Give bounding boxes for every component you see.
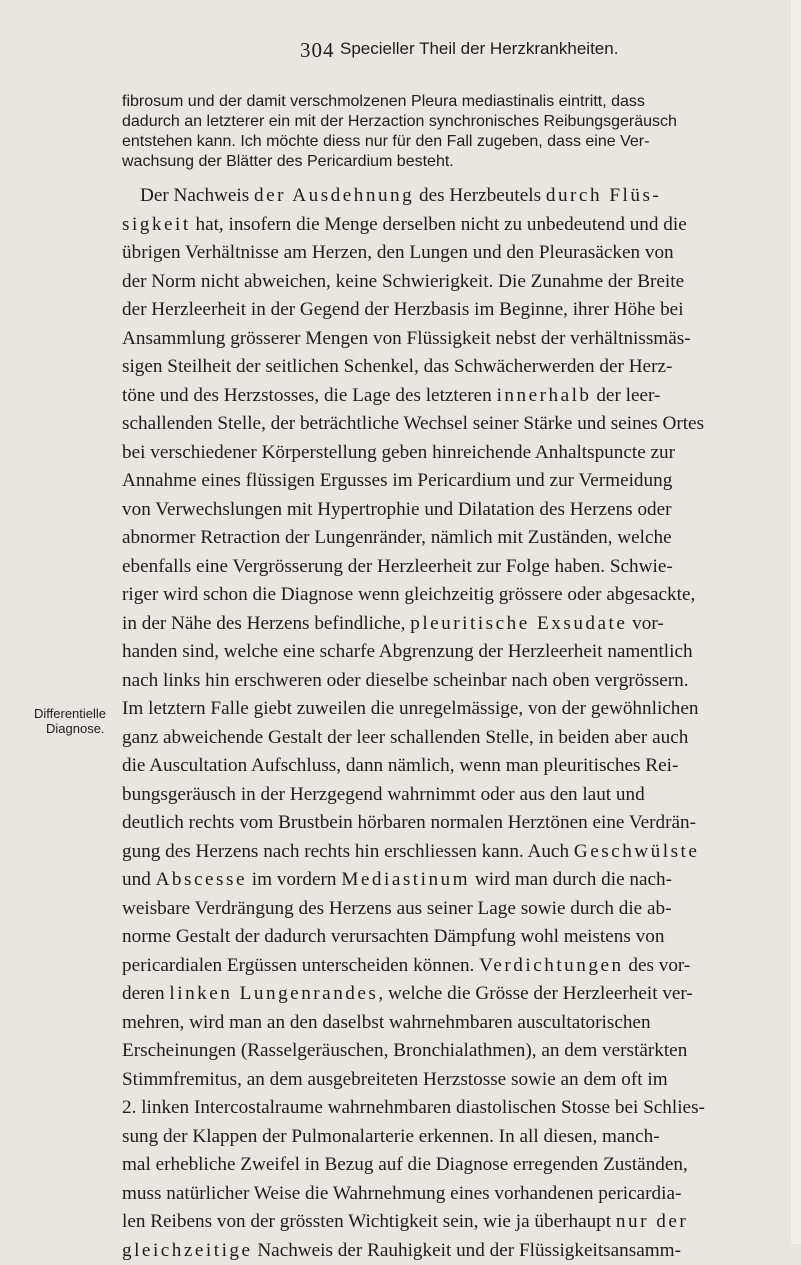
text-line: übrigen Verhältnisse am Herzen, den Lungen und den Pleurasäcken von: [122, 239, 772, 268]
text-line: bei verschiedener Körperstellung geben hinreichende Anhaltspuncte zur: [122, 439, 772, 468]
text-line: len Reibens von der grössten Wichtigkeit sein, wie ja überhaupt nur der: [122, 1208, 772, 1237]
running-title: Specieller Theil der Herzkrankheiten.: [340, 39, 618, 59]
emphasized-text: sigkeit: [122, 214, 191, 235]
text-line: deren linken Lungenrandes, welche die Grösse der Herzleerheit ver-: [122, 980, 772, 1009]
text-line: Im letztern Falle giebt zuweilen die unregelmässige, von der gewöhnlichen: [122, 695, 772, 724]
text-line: ebenfalls eine Vergrösserung der Herzleerheit zur Folge haben. Schwie-: [122, 553, 772, 582]
margin-note-line: Differentielle: [34, 706, 106, 721]
emphasized-text: durch Flüs-: [546, 185, 661, 206]
emphasized-text: Abscesse: [156, 869, 247, 890]
text-line: gleichzeitige Nachweis der Rauhigkeit und der Flüssigkeitsansamm-: [122, 1237, 772, 1265]
emphasized-text: linken Lungenrandes: [169, 983, 378, 1004]
emphasized-text: Geschwülste: [574, 841, 700, 862]
text-line: und Abscesse im vordern Mediastinum wird man durch die nach-: [122, 866, 772, 895]
text-line: 2. linken Intercostalraume wahrnehmbaren diastolischen Stosse bei Schlies-: [122, 1094, 772, 1123]
text-line: ganz abweichende Gestalt der leer schallenden Stelle, in beiden aber auch: [122, 724, 772, 753]
emphasized-text: nur der: [616, 1211, 688, 1232]
main-paragraph: [122, 182, 772, 1265]
emphasized-text: gleichzeitige: [122, 1240, 253, 1261]
text-line: fibrosum und der damit verschmolzenen Pleura mediastinalis eintritt, dass: [122, 92, 772, 112]
margin-note: [34, 706, 106, 736]
text-line: norme Gestalt der dadurch verursachten Dämpfung wohl meistens von: [122, 923, 772, 952]
text-line: Der Nachweis der Ausdehnung des Herzbeutels durch Flüs-: [122, 182, 772, 211]
emphasized-text: der Ausdehnung: [254, 185, 414, 206]
text-line: die Auscultation Aufschluss, dann nämlich, wenn man pleuritisches Rei-: [122, 752, 772, 781]
emphasized-text: Mediastinum: [341, 869, 470, 890]
emphasized-text: pleuritische Exsudate: [410, 613, 627, 634]
text-line: schallenden Stelle, der beträchtliche Wechsel seiner Stärke und seines Ortes: [122, 410, 772, 439]
emphasized-text: innerhalb: [497, 385, 592, 406]
text-line: der Norm nicht abweichen, keine Schwierigkeit. Die Zunahme der Breite: [122, 268, 772, 297]
text-line: weisbare Verdrängung des Herzens aus seiner Lage sowie durch die ab-: [122, 895, 772, 924]
text-line: in der Nähe des Herzens befindliche, pleuritische Exsudate vor-: [122, 610, 772, 639]
text-line: pericardialen Ergüssen unterscheiden können. Verdichtungen des vor-: [122, 952, 772, 981]
text-line: Annahme eines flüssigen Ergusses im Pericardium und zur Vermeidung: [122, 467, 772, 496]
text-line: mehren, wird man an den daselbst wahrnehmbaren auscultatorischen: [122, 1009, 772, 1038]
text-line: Stimmfremitus, an dem ausgebreiteten Herzstosse sowie an dem oft im: [122, 1066, 772, 1095]
text-line: handen sind, welche eine scharfe Abgrenzung der Herzleerheit namentlich: [122, 638, 772, 667]
text-line: abnormer Retraction der Lungenränder, nämlich mit Zuständen, welche: [122, 524, 772, 553]
text-line: dadurch an letzterer ein mit der Herzaction synchronisches Reibungsgeräusch: [122, 112, 772, 132]
text-line: mal erhebliche Zweifel in Bezug auf die Diagnose erregenden Zuständen,: [122, 1151, 772, 1180]
text-line: Ansammlung grösserer Mengen von Flüssigkeit nebst der verhältnissmäs-: [122, 325, 772, 354]
text-line: Erscheinungen (Rasselgeräuschen, Bronchialathmen), an dem verstärkten: [122, 1037, 772, 1066]
page-number: 304: [300, 38, 335, 63]
text-line: bungsgeräusch in der Herzgegend wahrnimmt oder aus den laut und: [122, 781, 772, 810]
text-line: sung der Klappen der Pulmonalarterie erkennen. In all diesen, manch-: [122, 1123, 772, 1152]
text-line: riger wird schon die Diagnose wenn gleichzeitig grössere oder abgesackte,: [122, 581, 772, 610]
text-line: wachsung der Blätter des Pericardium besteht.: [122, 152, 772, 172]
margin-note-line: Diagnose.: [34, 721, 106, 736]
text-line: nach links hin erschweren oder dieselbe scheinbar nach oben vergrössern.: [122, 667, 772, 696]
text-line: entstehen kann. Ich möchte diess nur für den Fall zugeben, dass eine Ver-: [122, 132, 772, 152]
text-line: töne und des Herzstosses, die Lage des letzteren innerhalb der leer-: [122, 382, 772, 411]
text-line: sigen Steilheit der seitlichen Schenkel, das Schwächerwerden der Herz-: [122, 353, 772, 382]
text-line: muss natürlicher Weise die Wahrnehmung eines vorhandenen pericardia-: [122, 1180, 772, 1209]
page-edge: [791, 0, 801, 1244]
text-line: gung des Herzens nach rechts hin erschliessen kann. Auch Geschwülste: [122, 838, 772, 867]
text-line: von Verwechslungen mit Hypertrophie und Dilatation des Herzens oder: [122, 496, 772, 525]
text-line: sigkeit hat, insofern die Menge derselben nicht zu unbedeutend und die: [122, 211, 772, 240]
intro-paragraph: [122, 92, 772, 172]
text-line: der Herzleerheit in der Gegend der Herzbasis im Beginne, ihrer Höhe bei: [122, 296, 772, 325]
text-line: deutlich rechts vom Brustbein hörbaren normalen Herztönen eine Verdrän-: [122, 809, 772, 838]
emphasized-text: Verdichtungen: [479, 955, 623, 976]
